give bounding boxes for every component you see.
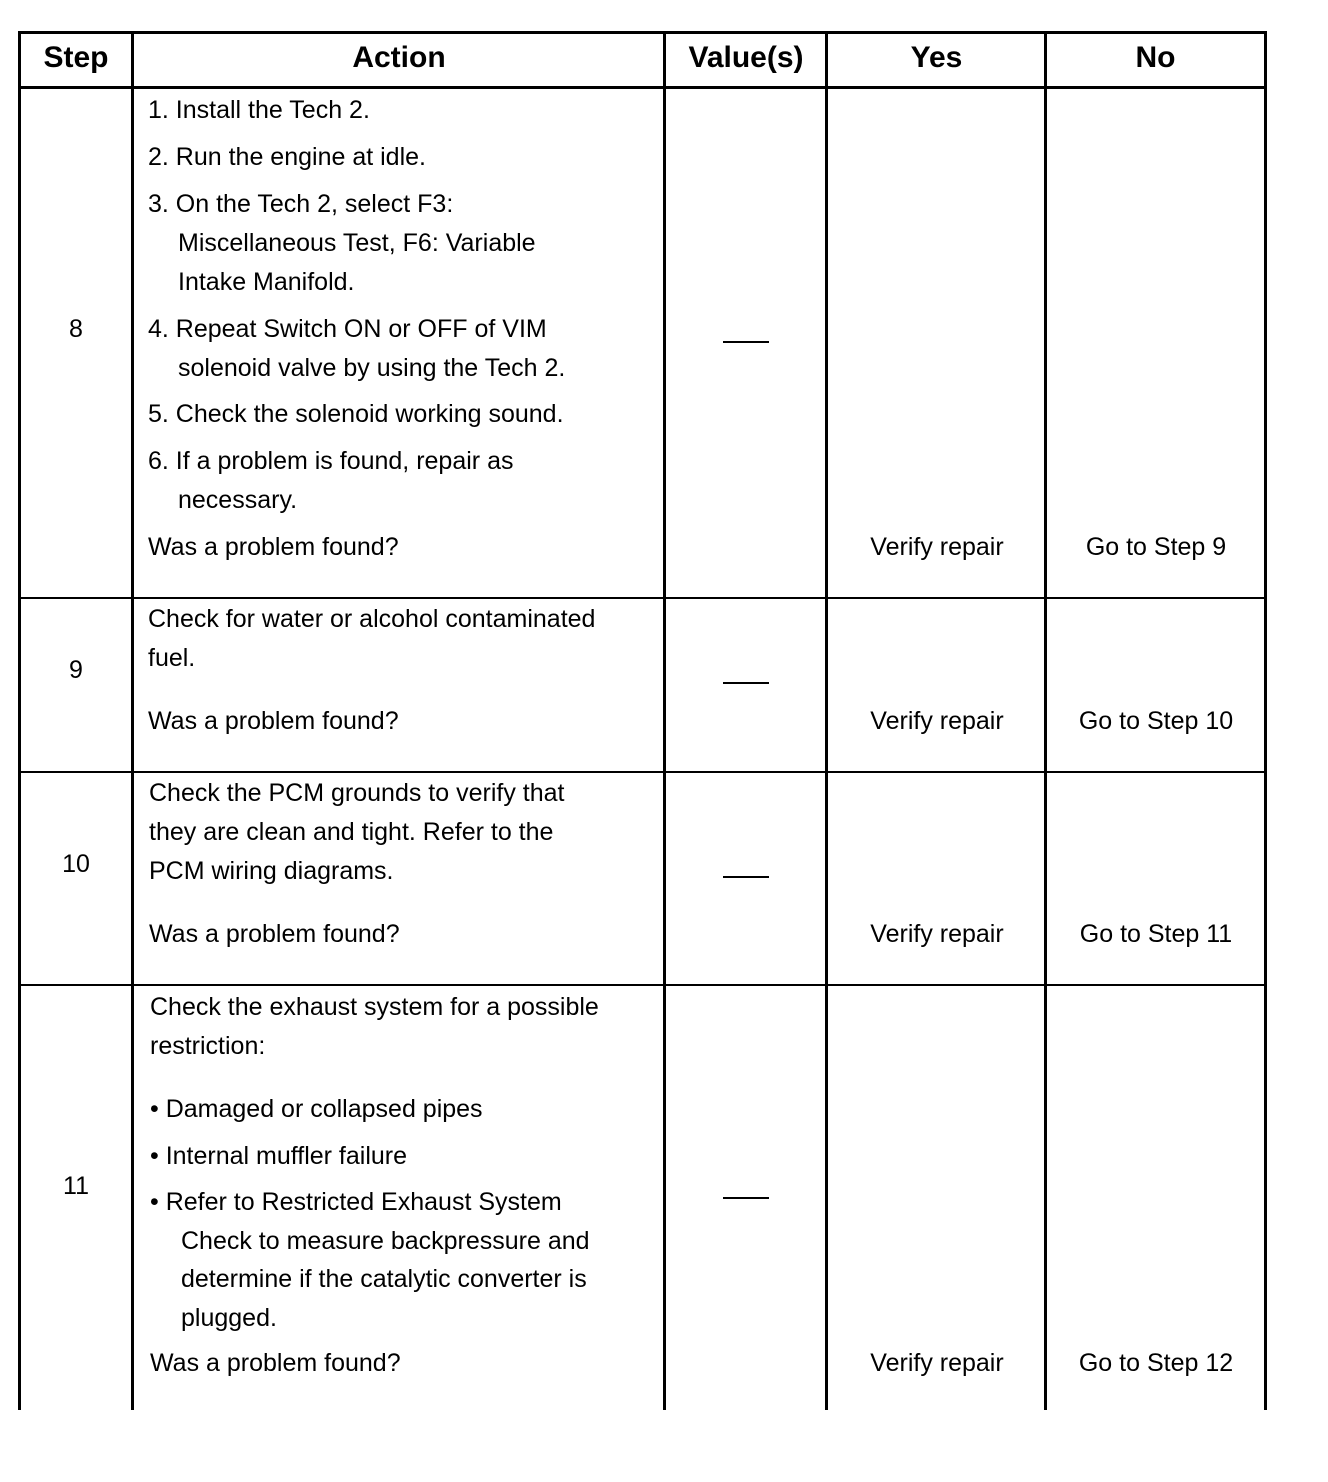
action-question: Was a problem found? <box>150 1349 401 1377</box>
action-line: Check the PCM grounds to verify that <box>149 779 565 807</box>
action-line: 2. Run the engine at idle. <box>148 143 426 171</box>
action-line: solenoid valve by using the Tech 2. <box>178 354 566 382</box>
col-border-values-yes <box>825 31 828 1410</box>
step-number-9: 9 <box>69 656 83 684</box>
step-number-8: 8 <box>69 315 83 343</box>
yes-result-11: Verify repair <box>870 1349 1004 1377</box>
bullet-item: • Internal muffler failure <box>150 1142 408 1170</box>
step-number-11: 11 <box>63 1172 89 1200</box>
action-question: Was a problem found? <box>149 920 400 948</box>
action-line: they are clean and tight. Refer to the <box>149 818 554 846</box>
bullet-item: • Refer to Restricted Exhaust System <box>150 1188 562 1216</box>
values-dash-9 <box>723 682 769 684</box>
yes-result-9: Verify repair <box>870 707 1004 735</box>
values-dash-8 <box>723 341 769 343</box>
step-number-10: 10 <box>62 850 90 878</box>
action-line: Intake Manifold. <box>178 268 355 296</box>
values-dash-10 <box>723 876 769 878</box>
action-question: Was a problem found? <box>148 533 399 561</box>
no-result-11: Go to Step 12 <box>1078 1349 1234 1377</box>
header-step: Step <box>43 41 109 74</box>
row-divider-9-10 <box>18 771 1267 773</box>
header-values: Value(s) <box>688 41 804 74</box>
action-line: Check the exhaust system for a possible <box>150 993 599 1021</box>
action-line: 6. If a problem is found, repair as <box>148 447 514 475</box>
col-border-step-action <box>131 31 134 1410</box>
action-line: 1. Install the Tech 2. <box>148 96 370 124</box>
no-result-8: Go to Step 9 <box>1085 533 1227 561</box>
header-action: Action <box>352 41 446 74</box>
header-bottom-border <box>18 86 1267 89</box>
action-line: restriction: <box>150 1032 266 1060</box>
action-question: Was a problem found? <box>148 707 399 735</box>
col-border-left <box>18 31 21 1410</box>
action-line: 3. On the Tech 2, select F3: <box>148 190 454 218</box>
action-line: 5. Check the solenoid working sound. <box>148 400 564 428</box>
table-top-border <box>18 31 1267 34</box>
action-line: Miscellaneous Test, F6: Variable <box>178 229 536 257</box>
bullet-continuation: Check to measure backpressure and <box>181 1227 590 1255</box>
values-dash-11 <box>723 1197 769 1199</box>
no-result-9: Go to Step 10 <box>1078 707 1234 735</box>
action-line: 4. Repeat Switch ON or OFF of VIM <box>148 315 547 343</box>
row-divider-8-9 <box>18 597 1267 599</box>
action-line: fuel. <box>148 644 196 672</box>
yes-result-8: Verify repair <box>870 533 1004 561</box>
action-line: Check for water or alcohol contaminated <box>148 605 596 633</box>
bullet-continuation: determine if the catalytic converter is <box>181 1265 587 1293</box>
col-border-action-values <box>663 31 666 1410</box>
row-divider-10-11 <box>18 984 1267 986</box>
col-border-right <box>1264 31 1267 1410</box>
bullet-continuation: plugged. <box>181 1304 277 1332</box>
header-yes: Yes <box>910 41 963 74</box>
action-line: necessary. <box>178 486 298 514</box>
bullet-item: • Damaged or collapsed pipes <box>150 1095 483 1123</box>
action-line: PCM wiring diagrams. <box>149 857 394 885</box>
no-result-10: Go to Step 11 <box>1079 920 1233 948</box>
yes-result-10: Verify repair <box>870 920 1004 948</box>
header-no: No <box>1135 41 1176 74</box>
